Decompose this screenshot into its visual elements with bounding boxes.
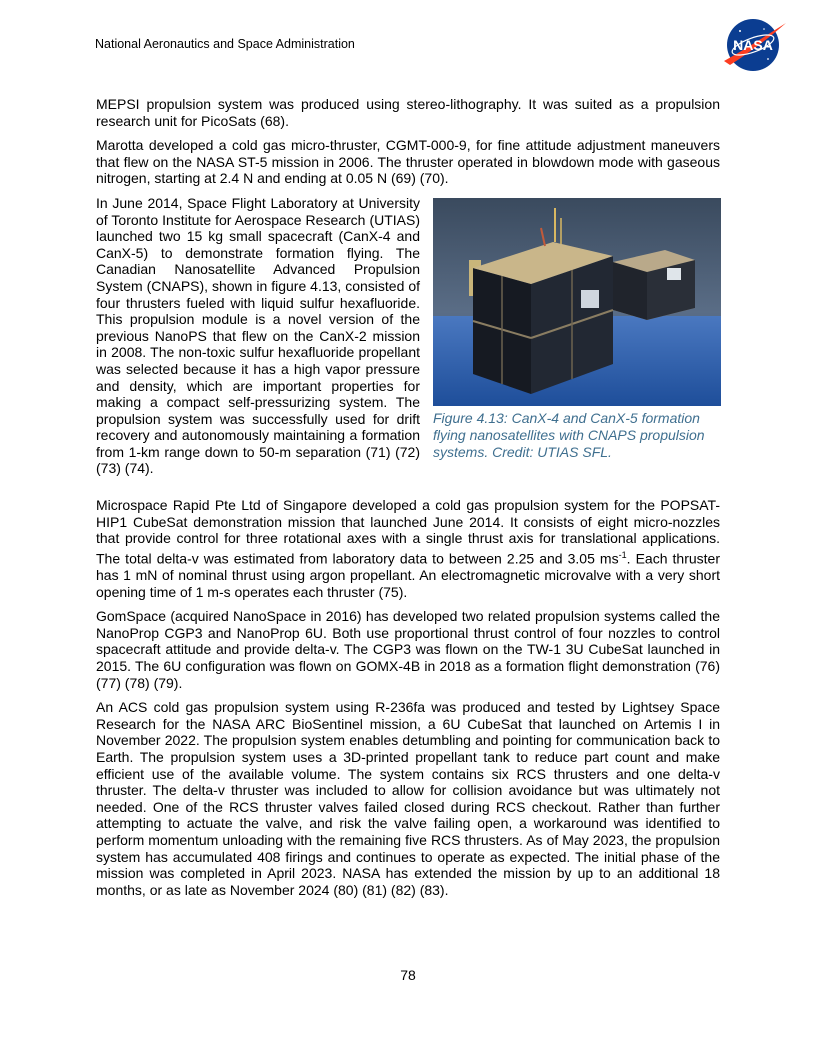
paragraph-microspace-text-a: Microspace Rapid Pte Ltd of Singapore developed a cold gas propulsion system for the POPSAT-HIP1 CubeSat demonstration mission that launched June 2014. It consists of eight micro-nozzles that provide control for three rotational axes with a single thrust axis for translational applications. The total delta-v was estimated from laboratory data to between 2.25 and 3.05 ms (96, 496, 720, 567)
canx-section (96, 195, 720, 490)
paragraph-gomspace: GomSpace (acquired NanoSpace in 2016) has developed two related propulsion systems called the NanoProp CGP3 and NanoProp 6U. Both use proportional thrust control of four nozzles to control spacecraft attitude and provide delta-v. The CGP3 was flown on the TW-1 3U CubeSat launched in 2015. The 6U configuration was flown on GOMX-4B in 2018 as a formation flight demonstration (76) (77) (78) (79). (96, 608, 720, 691)
paragraph-mepsi: MEPSI propulsion system was produced using stereo-lithography. It was suited as a propulsion research unit for PicoSats (68). (96, 96, 720, 129)
figure-4-13 (433, 198, 721, 461)
page-number: 78 (400, 967, 416, 983)
canx-satellites-photo (433, 198, 721, 406)
paragraph-canx: In June 2014, Space Flight Laboratory at University of Toronto Institute for Aerospace Research (UTIAS) launched two 15 kg small spacecraft (CanX-4 and CanX-5) to demonstrate formation flying. The Canadian Nanosatellite Advanced Propulsion System (CNAPS), shown in figure 4.13, consisted of four thrusters fueled with liquid sulfur hexafluoride. This propulsion module is a novel version of the previous NanoPS that flew on the CanX-2 mission in 2008. The non-toxic sulfur hexafluoride propellant was selected because it has a high vapor pressure and density, which are important properties for making a compact self-pressurizing system. The propulsion system was successfully used for drift recovery and autonomously maintaining a formation from 1-km range down to 50-m separation (71) (72) (73) (74). (96, 194, 420, 477)
paragraph-microspace-text-b: . Each thruster has 1 mN of nominal thrust using argon propellant. An electromagnetic microvalve with a very short opening time of 1 m-s operates each thruster (75). (96, 550, 721, 600)
page-body (96, 96, 720, 906)
paragraph-biosentinel: An ACS cold gas propulsion system using R-236fa was produced and tested by Lightsey Space Research for the NASA ARC BioSentinel mission, a 6U CubeSat that launched on Artemis I in November 2022. The propulsion system enables detumbling and pointing for communication back to Earth. The propulsion system uses a 3D-printed propellant tank to reduce part count and make efficient use of the available volume. The system contains six RCS thrusters and one delta-v thruster. The delta-v thruster was included to allow for collision avoidance but was ultimately not needed. One of the RCS thruster valves failed closed during RCS checkout. Rather than further attempting to actuate the valve, and risk the valve failing open, a workaround was identified to perform momentum unloading with the remaining five RCS thrusters. As of May 2023, the propulsion system has accumulated 408 firings and continues to operate as expected. The initial phase of the mission was completed in April 2023. NASA has extended the mission by up to an additional 18 months, or as late as November 2024 (80) (81) (82) (83). (96, 699, 720, 898)
header-org: National Aeronautics and Space Administration (95, 37, 355, 51)
paragraph-microspace (96, 497, 720, 600)
nasa-logo-text: NASA (733, 37, 773, 53)
paragraph-marotta: Marotta developed a cold gas micro-thruster, CGMT-000-9, for fine attitude adjustment maneuvers that flew on the NASA ST-5 mission in 2006. The thruster operated in blowdown mode with gaseous nitrogen, starting at 2.4 N and ending at 0.05 N (69) (70). (96, 137, 720, 187)
unit-superscript: -1 (618, 549, 627, 560)
nasa-logo (720, 17, 790, 73)
figure-caption: Figure 4.13: CanX-4 and CanX-5 formation flying nanosatellites with CNAPS propulsion systems. Credit: UTIAS SFL. (433, 409, 705, 460)
